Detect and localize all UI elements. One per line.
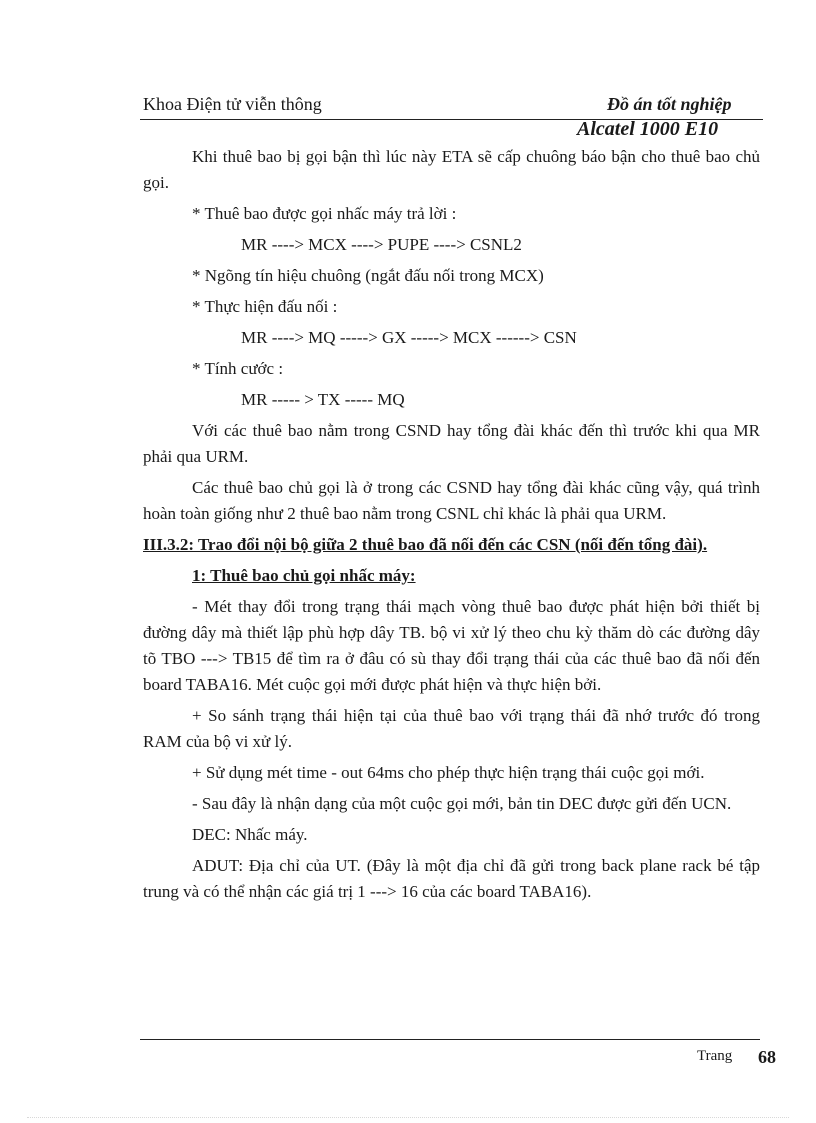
paragraph: Khi thuê bao bị gọi bận thì lúc này ETA sẽ cấp chuông báo bận cho thuê bao chủ gọi. (143, 147, 760, 192)
page-number: 68 (758, 1047, 776, 1067)
paragraph: ADUT: Địa chỉ của UT. (Đây là một địa chỉ đã gửi trong back plane rack bé tập trung và có thể nhận các giá trị 1 ---> 16 của các board TABA16). (143, 856, 760, 901)
section-heading: III.3.2: Trao đổi nội bộ giữa 2 thuê bao đã nối đến các CSN (nối đến tổng đài). (143, 535, 708, 554)
paragraph: Với các thuê bao nằm trong CSND hay tổng đài khác đến thì trước khi qua MR phải qua URM. (143, 421, 760, 466)
header-system-name: Alcatel 1000 E10 (577, 118, 719, 140)
header-faculty: Khoa Điện tử viễn thông (143, 94, 322, 114)
paragraph: - Mét thay đổi trong trạng thái mạch vòng thuê bao được phát hiện bởi thiết bị đường dây mà thiết lập phù hợp dây TB. bộ vi xử lý theo chu kỳ thăm dò các đường dây tõ TBO ---> TB15 để tìm ra ở đâu có sù thay đổi trạng thái của các thuê bao đã nối đến board TABA16. Mét cuộc gọi mới được phát hiện và thực hiện bởi. (143, 597, 760, 694)
footer-divider (140, 1039, 760, 1040)
footer-page-label: Trang (697, 1048, 733, 1064)
signal-flow: MR ----> MCX ----> PUPE ----> CSNL2 (241, 235, 522, 254)
page-body (143, 144, 760, 910)
paragraph: Các thuê bao chủ gọi là ở trong các CSND hay tổng đài khác cũng vậy, quá trình hoàn toàn giống như 2 thuê bao nằm trong CSNL chỉ khác là phải qua URM. (143, 478, 760, 523)
signal-flow: MR ----- > TX ----- MQ (241, 390, 405, 409)
header-thesis-title: Đồ án tốt nghiệp (607, 94, 732, 114)
bullet-item: * Tính cước : (192, 359, 284, 378)
paragraph: + So sánh trạng thái hiện tại của thuê bao với trạng thái đã nhớ trước đó trong RAM của bộ vi xử lý. (143, 706, 760, 751)
page-bottom-border (27, 1117, 789, 1118)
subsection-heading: 1: Thuê bao chủ gọi nhấc máy: (192, 566, 416, 585)
paragraph: + Sử dụng mét time - out 64ms cho phép thực hiện trạng thái cuộc gọi mới. (192, 763, 705, 782)
bullet-item: * Ngõng tín hiệu chuông (ngắt đấu nối trong MCX) (192, 266, 544, 285)
bullet-item: * Thực hiện đấu nối : (192, 297, 338, 316)
signal-flow: MR ----> MQ -----> GX -----> MCX ------> CSN (241, 328, 577, 347)
paragraph: DEC: Nhấc máy. (192, 825, 308, 844)
bullet-item: * Thuê bao được gọi nhấc máy trả lời : (192, 204, 457, 223)
paragraph: - Sau đây là nhận dạng của một cuộc gọi mới, bản tin DEC được gửi đến UCN. (192, 794, 732, 813)
